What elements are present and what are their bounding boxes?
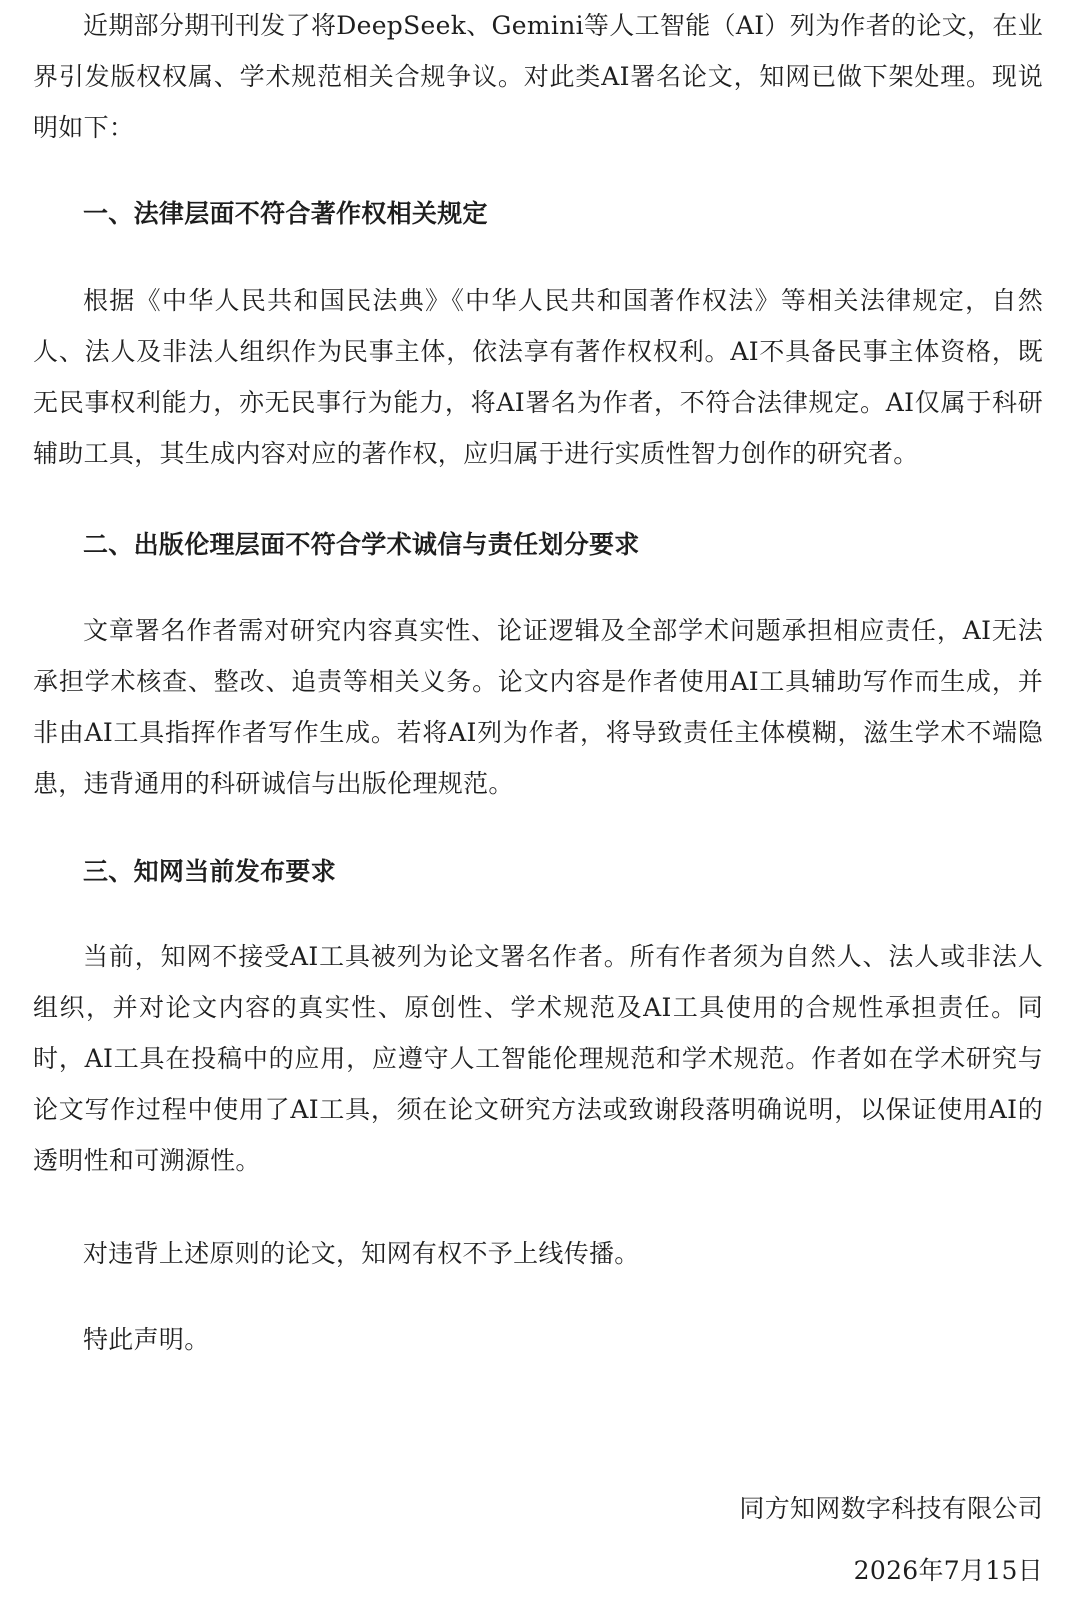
signature: 同方知网数字科技有限公司 (739, 1494, 1043, 1523)
section-2-body: 文章署名作者需对研究内容真实性、论证逻辑及全部学术问题承担相应责任，AI无法承担学术核查、整改、追责等相关义务。论文内容是作者使用AI工具辅助写作而生成，并非由AI工具指挥作者写作生成。若将AI列为作者，将导致责任主体模糊，滋生学术不端隐患，违背通用的科研诚信与出版伦理规范。 (33, 616, 1043, 798)
document-date: 2026年7月15日 (853, 1556, 1043, 1585)
section-1-body: 根据《中华人民共和国民法典》《中华人民共和国著作权法》等相关法律规定，自然人、法人及非法人组织作为民事主体，依法享有著作权权利。AI不具备民事主体资格，既无民事权利能力，亦无民事行为能力，将AI署名为作者，不符合法律规定。AI仅属于科研辅助工具，其生成内容对应的著作权，应归属于进行实质性智力创作的研究者。 (33, 286, 1043, 468)
intro-paragraph: 近期部分期刊刊发了将DeepSeek、Gemini等人工智能（AI）列为作者的论文，在业界引发版权权属、学术规范相关合规争议。对此类AI署名论文，知网已做下架处理。现说明如下： (33, 11, 1043, 142)
statement-paragraph: 特此声明。 (83, 1325, 210, 1354)
section-3-heading: 三、知网当前发布要求 (83, 857, 337, 886)
section-1-heading: 一、法律层面不符合著作权相关规定 (83, 199, 488, 228)
section-2-heading: 二、出版伦理层面不符合学术诚信与责任划分要求 (83, 530, 640, 559)
closing-paragraph: 对违背上述原则的论文，知网有权不予上线传播。 (83, 1239, 640, 1268)
section-3-body: 当前，知网不接受AI工具被列为论文署名作者。所有作者须为自然人、法人或非法人组织，并对论文内容的真实性、原创性、学术规范及AI工具使用的合规性承担责任。同时，AI工具在投稿中的应用，应遵守人工智能伦理规范和学术规范。作者如在学术研究与论文写作过程中使用了AI工具，须在论文研究方法或致谢段落明确说明，以保证使用AI的透明性和可溯源性。 (33, 942, 1043, 1175)
